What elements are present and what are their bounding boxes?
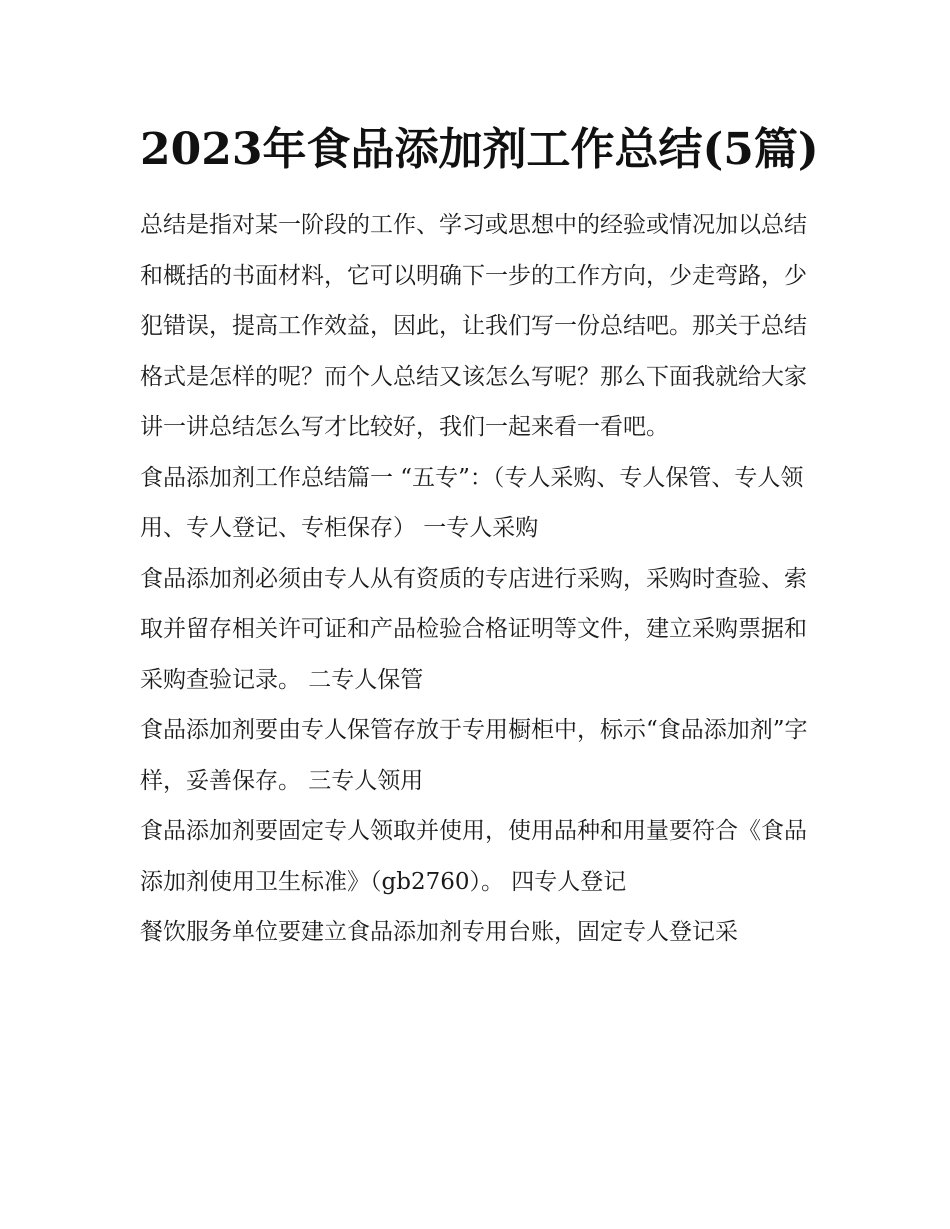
paragraph-procurement: 食品添加剂必须由专人从有资质的专店进行采购，采购时查验、索取并留存相关许可证和产品检验合格证明等文件，建立采购票据和采购查验记录。 二专人保管 — [140, 565, 807, 693]
paragraph-five-specialties: 食品添加剂工作总结篇一 “五专”：（专人采购、专人保管、专人领用、专人登记、专柜保存） 一专人采购 — [140, 464, 804, 541]
document-page — [140, 118, 820, 958]
paragraph-intro: 总结是指对某一阶段的工作、学习或思想中的经验或情况加以总结和概括的书面材料，它可以明确下一步的工作方向，少走弯路，少犯错误，提高工作效益，因此，让我们写一份总结吧。那关于总结格式是怎样的呢？而个人总结又该怎么写呢？那么下面我就给大家讲一讲总结怎么写才比较好，我们一起来看一看吧。 — [140, 212, 807, 440]
paragraph-usage: 食品添加剂要固定专人领取并使用，使用品种和用量要符合《食品添加剂使用卫生标准》（gb2760）。 四专人登记 — [140, 818, 807, 895]
paragraph-storage: 食品添加剂要由专人保管存放于专用橱柜中，标示“食品添加剂”字样，妥善保存。 三专人领用 — [140, 717, 808, 794]
paragraph-registration: 餐饮服务单位要建立食品添加剂专用台账，固定专人登记采 — [140, 919, 738, 945]
document-title: 2023年食品添加剂工作总结(5篇) — [140, 124, 819, 175]
